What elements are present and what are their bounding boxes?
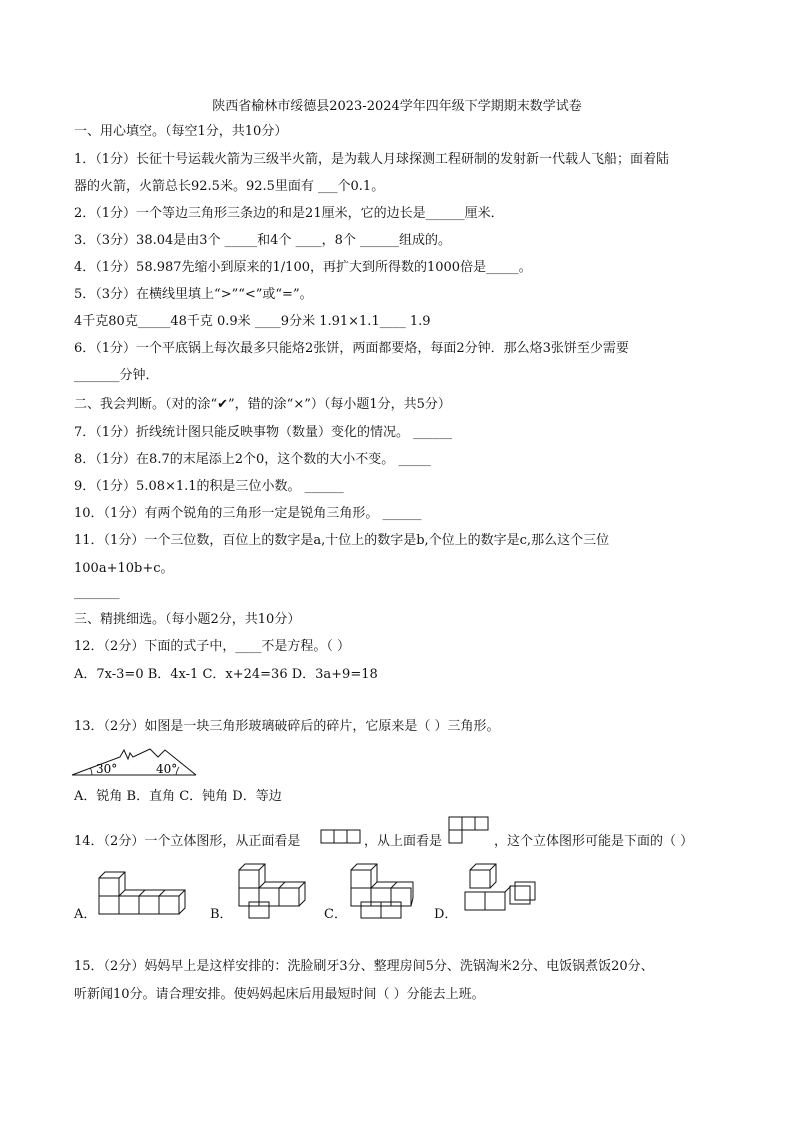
angle-label-30: 30°: [96, 762, 118, 776]
question-6-line-1: 6．（1分）一个平底锅上每次最多只能烙2张饼，两面都要烙，每面2分钟．那么烙3张饼至少需要: [74, 341, 629, 356]
option-c-label: C．: [324, 907, 347, 922]
question-10: 10．（1分）有两个锐角的三角形一定是锐角三角形。 ______: [74, 506, 422, 521]
question-11-blank: _______: [74, 585, 120, 600]
option-a-label: A．: [74, 907, 97, 922]
angle-label-40: 40°: [156, 762, 178, 776]
question-1-line-1: 1．（1分）长征十号运载火箭为三级半火箭，是为载人月球探测工程研制的发射新一代载人飞船；面着陆: [74, 152, 670, 167]
broken-edge: [72, 749, 196, 775]
question-11-line-2: 100a+10b+c。: [74, 561, 174, 576]
front-view-figure: [320, 827, 364, 845]
option-b-solid-figure: [234, 862, 310, 920]
option-a-solid-figure: [94, 866, 186, 918]
section-2-heading: 二、我会判断。（对的涂“✔”，错的涂“×”）（每小题1分，共5分）: [74, 397, 451, 412]
question-5-items: 4千克80克_____48千克 0.9米 ____9分米 1.91×1.1____ 1.9: [74, 314, 431, 329]
question-14-part-2: ，从上面看是: [364, 834, 443, 849]
option-b-label: B．: [210, 907, 233, 922]
section-3-heading: 三、精挑细选。（每小题2分，共10分）: [74, 612, 301, 627]
section-1-heading: 一、用心填空。（每空1分，共10分）: [74, 124, 288, 139]
question-1-line-2: 器的火箭，火箭总长92.5米。92.5里面有 ___个0.1。: [74, 179, 385, 194]
question-5: 5．（3分）在横线里填上“>”“<”或“=”。: [74, 287, 313, 302]
top-view-figure: [448, 816, 492, 848]
question-15-line-2: 听新闻10分。请合理安排。使妈妈起床后用最短时间（ ）分能去上班。: [74, 987, 485, 1002]
question-14-part-3: ，这个立体图形可能是下面的（ ）: [494, 834, 694, 849]
option-d-solid-figure: [460, 862, 540, 916]
page-title: 陕西省榆林市绥德县2023-2024学年四年级下学期期末数学试卷: [212, 99, 582, 114]
question-8: 8．（1分）在8.7的末尾添上2个0，这个数的大小不变。 _____: [74, 452, 431, 467]
broken-triangle-figure: [70, 745, 202, 779]
question-13-options: A．锐角 B．直角 C．钝角 D．等边: [74, 789, 282, 804]
question-14-part-1: 14．（2分）一个立体图形，从正面看是: [74, 834, 301, 849]
question-4: 4．（1分）58.987先缩小到原来的1/100，再扩大到所得数的1000倍是_____。: [74, 260, 532, 275]
question-12-options: A．7x-3=0 B．4x-1 C．x+24=36 D．3a+9=18: [74, 667, 378, 682]
question-9: 9．（1分）5.08×1.1的积是三位小数。 ______: [74, 479, 344, 494]
question-11-line-1: 11．（1分）一个三位数，百位上的数字是a,十位上的数字是b,个位上的数字是c,那么这个三位: [74, 533, 610, 548]
angle-arc-left: [91, 768, 93, 775]
question-6-line-2: _______分钟．: [74, 368, 159, 383]
option-c-solid-figure: [346, 862, 416, 920]
question-2: 2．（1分）一个等边三角形三条边的和是21厘米，它的边长是______厘米．: [74, 206, 504, 221]
question-13: 13．（2分）如图是一块三角形玻璃破碎后的碎片，它原来是（ ）三角形。: [74, 719, 500, 734]
option-d-label: D．: [434, 907, 458, 922]
question-3: 3．（3分）38.04是由3个 _____和4个 ____，8个 ______组成的。: [74, 233, 451, 248]
question-12: 12．（2分）下面的式子中，____不是方程。（ ）: [74, 639, 350, 654]
question-15-line-1: 15．（2分）妈妈早上是这样安排的：洗脸刷牙3分、整理房间5分、洗锅淘米2分、电饭锅煮饭20分、: [74, 959, 654, 974]
question-7: 7．（1分）折线统计图只能反映事物（数量）变化的情况。 ______: [74, 425, 453, 440]
